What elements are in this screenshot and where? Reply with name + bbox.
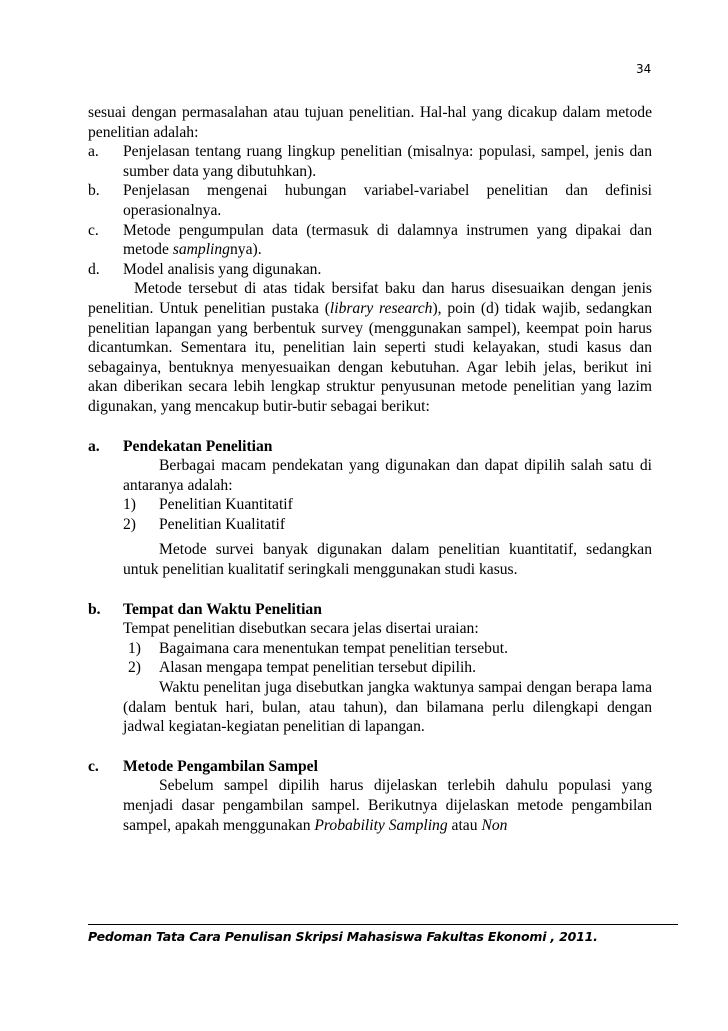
list-text: Model analisis yang digunakan. xyxy=(123,260,322,278)
list-label: 1) xyxy=(123,496,136,514)
list-text: Penelitian Kuantitatif xyxy=(159,496,293,514)
section-paragraph: Metode survei banyak digunakan dalam penelitian kuantitatif, sedangkan untuk penelitian kualitatif seringkali menggunakan studi kasus. xyxy=(123,541,652,579)
list-text: Penjelasan tentang ruang lingkup penelitian (misalnya: populasi, sampel, jenis dan sumber data yang dibutuhkan). xyxy=(123,143,652,180)
body-paragraph xyxy=(88,279,652,416)
list-label: 2) xyxy=(123,515,136,533)
list-item xyxy=(123,658,652,678)
section-label: a. xyxy=(88,437,100,455)
list-label: c. xyxy=(88,221,99,239)
section-body xyxy=(123,757,652,835)
list-label: a. xyxy=(88,143,99,161)
list-item xyxy=(123,515,652,535)
section-paragraph: Berbagai macam pendekatan yang digunakan dan dapat dipilih salah satu di antaranya adalah: xyxy=(123,457,652,494)
list-item xyxy=(88,260,652,280)
list-label: 2) xyxy=(128,659,141,677)
list-item xyxy=(88,181,652,220)
footer-divider xyxy=(88,924,678,925)
section-c xyxy=(88,757,652,835)
list-text: Bagaimana cara menentukan tempat penelitian tersebut. xyxy=(159,639,508,657)
paragraph-italic: Non xyxy=(481,816,508,834)
paragraph-text: ), poin (d) tidak wajib, sedangkan penelitian lapangan yang berbentuk survey (menggunakan sampel), keempat poin harus dicantumkan. Sementara itu, penelitian lain seperti studi kelayakan, studi kasus dan sebagainya, bentuknya menyesuaikan dengan kebutuhan. Agar lebih jelas, berikut ini akan diberikan secara lebih lengkap struktur penyusunan metode penelitian yang lazim digunakan, yang mencakup butir-butir sebagai berikut: xyxy=(88,299,652,415)
section-label: b. xyxy=(88,600,101,618)
list-text xyxy=(123,221,652,260)
list-label: d. xyxy=(88,260,100,278)
list-item xyxy=(123,495,652,515)
section-a xyxy=(88,437,652,580)
page-footer: Pedoman Tata Cara Penulisan Skripsi Mahasiswa Fakultas Ekonomi , 2011. xyxy=(88,929,598,944)
list-text-part: nya). xyxy=(229,241,262,259)
section-paragraph: Waktu penelitan juga disebutkan jangka waktunya sampai dengan berapa lama (dalam bentuk hari, bulan, atau tahun), dan bilamana perlu dilengkapi dengan jadwal kegiatan-kegiatan penelitian di lapangan. xyxy=(123,679,652,736)
section-heading: Pendekatan Penelitian xyxy=(123,437,273,455)
list-text-italic: sampling xyxy=(172,241,230,259)
section-heading: Metode Pengambilan Sampel xyxy=(123,757,318,775)
list-text-part: Metode pengumpulan data (termasuk di dalamnya instrumen yang dipakai dan metode xyxy=(123,221,652,259)
list-label: 1) xyxy=(128,639,141,657)
section-body xyxy=(123,437,652,580)
list-text: Penelitian Kualitatif xyxy=(159,515,286,533)
paragraph-italic: library research xyxy=(329,299,433,317)
list-item xyxy=(88,221,652,260)
section-paragraph: Tempat penelitian disebutkan secara jelas disertai uraian: xyxy=(123,620,479,638)
section-body xyxy=(123,600,652,737)
paragraph-text: Sebelum sampel dipilih harus dijelaskan terlebih dahulu populasi yang menjadi dasar pengambilan sampel. Berikutnya dijelaskan metode pengambilan sampel, apakah menggunakan xyxy=(123,777,652,834)
section-b xyxy=(88,600,652,737)
intro-paragraph: sesuai dengan permasalahan atau tujuan penelitian. Hal-hal yang dicakup dalam metode penelitian adalah: xyxy=(88,104,652,141)
list-item xyxy=(123,639,652,659)
section-label: c. xyxy=(88,757,99,775)
list-label: b. xyxy=(88,182,100,200)
page-number: 34 xyxy=(636,62,652,76)
page-body xyxy=(88,103,652,835)
paragraph-italic: Probability Sampling xyxy=(314,816,448,834)
list-text: Penjelasan mengenai hubungan variabel-variabel penelitian dan definisi operasionalnya. xyxy=(123,182,652,219)
section-heading: Tempat dan Waktu Penelitian xyxy=(123,600,322,618)
paragraph-text: Metode tersebut di atas tidak bersifat baku dan harus disesuaikan dengan jenis penelitian. Untuk penelitian pustaka ( xyxy=(88,280,652,317)
paragraph-text: atau xyxy=(447,816,482,834)
list-item xyxy=(88,142,652,181)
list-text: Alasan mengapa tempat penelitian tersebut dipilih. xyxy=(159,659,476,677)
section-paragraph xyxy=(123,776,652,835)
